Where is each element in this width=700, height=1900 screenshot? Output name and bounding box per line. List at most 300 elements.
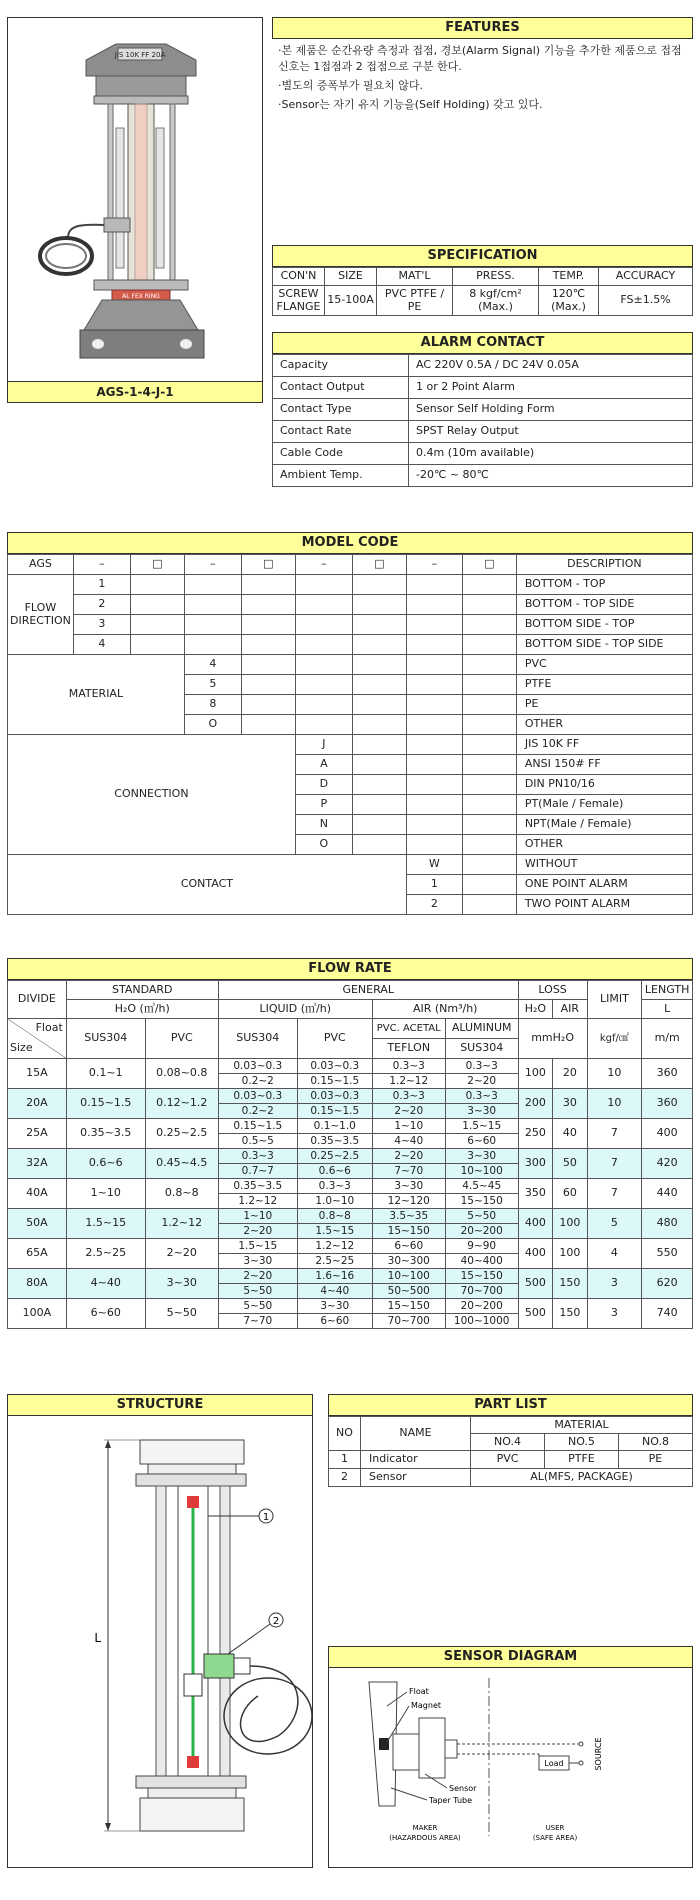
model-empty-cell — [352, 695, 406, 715]
model-empty-cell — [295, 575, 352, 595]
model-code-value: P — [295, 795, 352, 815]
model-description: ANSI 150# FF — [516, 755, 692, 775]
spec-header: SIZE — [325, 268, 377, 286]
model-header: □ — [241, 555, 295, 575]
model-empty-cell — [184, 575, 241, 595]
sensor-label: Sensor — [449, 1784, 477, 1793]
flow-std-sus: 1~10 — [66, 1179, 145, 1209]
flow-limit: 7 — [587, 1119, 642, 1149]
model-empty-cell — [462, 795, 516, 815]
model-empty-cell — [462, 755, 516, 775]
flowmeter-photo — [8, 18, 262, 378]
model-empty-cell — [462, 875, 516, 895]
flow-liq-pvc: 0.03~0.3 — [297, 1059, 372, 1074]
h-liquid: LIQUID (㎥/h) — [218, 1000, 372, 1019]
flow-limit: 10 — [587, 1059, 642, 1089]
callout-2: 2 — [272, 1616, 280, 1627]
flow-loss-air: 150 — [553, 1299, 587, 1329]
model-code-value: 2 — [406, 895, 462, 915]
h-air: AIR (Nm³/h) — [372, 1000, 518, 1019]
model-empty-cell — [406, 735, 462, 755]
flow-std-pvc: 0.25~2.5 — [145, 1119, 218, 1149]
flow-liq-sus: 0.03~0.3 — [218, 1059, 297, 1074]
model-empty-cell — [406, 715, 462, 735]
flow-loss-air: 150 — [553, 1269, 587, 1299]
model-empty-cell — [406, 835, 462, 855]
part-list-table — [328, 1416, 693, 1487]
flow-air-al: 2~20 — [445, 1074, 518, 1089]
feature-item: ·본 제품은 순간유량 측정과 접점, 경보(Alarm Signal) 기능을 추가한 제품으로 접점신호는 1접점과 2 접점으로 구분 한다. — [278, 44, 682, 73]
spec-header: PRESS. — [453, 268, 539, 286]
model-code-value: O — [295, 835, 352, 855]
sensor-diagram-drawing — [329, 1668, 692, 1866]
flow-air-pvc: 1~10 — [372, 1119, 445, 1134]
h-general: GENERAL — [218, 981, 518, 1000]
model-description: BOTTOM SIDE - TOP SIDE — [516, 635, 692, 655]
flow-air-pvc: 30~300 — [372, 1254, 445, 1269]
spec-value: 15-100A — [325, 286, 377, 316]
flow-std-sus: 4~40 — [66, 1269, 145, 1299]
model-description: BOTTOM SIDE - TOP — [516, 615, 692, 635]
flow-liq-sus: 0.3~3 — [218, 1149, 297, 1164]
maker-label: MAKER — [412, 1824, 438, 1832]
pl-h-material: MATERIAL — [471, 1417, 693, 1434]
flow-limit: 10 — [587, 1089, 642, 1119]
model-empty-cell — [184, 615, 241, 635]
model-empty-cell — [462, 575, 516, 595]
flow-length: 440 — [642, 1179, 693, 1209]
flow-loss-air: 60 — [553, 1179, 587, 1209]
flow-loss-air: 40 — [553, 1119, 587, 1149]
flow-length: 400 — [642, 1119, 693, 1149]
model-empty-cell — [352, 615, 406, 635]
model-empty-cell — [406, 615, 462, 635]
model-code-value: W — [406, 855, 462, 875]
flow-liq-sus: 0.7~7 — [218, 1164, 297, 1179]
flow-loss-h2o: 500 — [518, 1299, 552, 1329]
model-empty-cell — [406, 815, 462, 835]
model-empty-cell — [241, 695, 295, 715]
flow-liq-pvc: 0.1~1.0 — [297, 1119, 372, 1134]
flow-size: 80A — [8, 1269, 67, 1299]
flow-liq-sus: 1.5~15 — [218, 1239, 297, 1254]
model-empty-cell — [406, 575, 462, 595]
model-code-title: MODEL CODE — [7, 532, 693, 554]
features-title: FEATURES — [272, 17, 693, 39]
pl-no: 1 — [329, 1451, 361, 1469]
model-code-value: D — [295, 775, 352, 795]
alarm-label: Contact Output — [273, 377, 409, 399]
alarm-label: Capacity — [273, 355, 409, 377]
specification-table — [272, 267, 693, 316]
spec-header: TEMP. — [539, 268, 599, 286]
model-description: OTHER — [516, 835, 692, 855]
model-header: AGS — [8, 555, 74, 575]
flow-air-al: 70~700 — [445, 1284, 518, 1299]
flow-air-pvc: 1.2~12 — [372, 1074, 445, 1089]
alarm-value: 1 or 2 Point Alarm — [409, 377, 693, 399]
model-description: ONE POINT ALARM — [516, 875, 692, 895]
flow-air-pvc: 0.3~3 — [372, 1059, 445, 1074]
model-empty-cell — [406, 675, 462, 695]
flow-liq-pvc: 2.5~25 — [297, 1254, 372, 1269]
flow-std-pvc: 0.08~0.8 — [145, 1059, 218, 1089]
model-empty-cell — [241, 675, 295, 695]
flow-air-al: 4.5~45 — [445, 1179, 518, 1194]
magnet-label: Magnet — [411, 1701, 442, 1710]
model-empty-cell — [462, 635, 516, 655]
model-empty-cell — [406, 655, 462, 675]
h-teflon: TEFLON — [372, 1039, 445, 1059]
flow-liq-sus: 5~50 — [218, 1299, 297, 1314]
flow-liq-pvc: 1.6~16 — [297, 1269, 372, 1284]
model-empty-cell — [462, 715, 516, 735]
h-float: Float — [35, 1021, 63, 1034]
flow-loss-h2o: 100 — [518, 1059, 552, 1089]
model-empty-cell — [352, 675, 406, 695]
model-empty-cell — [352, 735, 406, 755]
model-empty-cell — [462, 595, 516, 615]
model-code-value: N — [295, 815, 352, 835]
dim-label: L — [94, 1631, 101, 1645]
flow-loss-h2o: 200 — [518, 1089, 552, 1119]
flow-liq-sus: 0.2~2 — [218, 1074, 297, 1089]
model-empty-cell — [241, 655, 295, 675]
flow-air-pvc: 70~700 — [372, 1314, 445, 1329]
flow-length: 480 — [642, 1209, 693, 1239]
flow-length: 420 — [642, 1149, 693, 1179]
flow-loss-h2o: 400 — [518, 1239, 552, 1269]
flow-length: 550 — [642, 1239, 693, 1269]
flow-air-al: 15~150 — [445, 1269, 518, 1284]
flow-std-pvc: 0.8~8 — [145, 1179, 218, 1209]
h-aluminum: ALUMINUM — [445, 1019, 518, 1039]
model-empty-cell — [352, 635, 406, 655]
pl-name: Sensor — [361, 1469, 471, 1487]
h-float-size — [8, 1019, 67, 1059]
flow-std-pvc: 0.12~1.2 — [145, 1089, 218, 1119]
model-empty-cell — [241, 615, 295, 635]
callout-1: 1 — [262, 1512, 270, 1523]
flow-length: 360 — [642, 1089, 693, 1119]
flow-liq-pvc: 0.15~1.5 — [297, 1104, 372, 1119]
model-header: □ — [130, 555, 184, 575]
h-mm: m/m — [642, 1019, 693, 1059]
model-empty-cell — [352, 775, 406, 795]
flow-limit: 3 — [587, 1269, 642, 1299]
h-pvc-acetal: PVC. ACETAL — [372, 1019, 445, 1039]
model-empty-cell — [352, 655, 406, 675]
flow-limit: 7 — [587, 1179, 642, 1209]
part-list-title: PART LIST — [328, 1394, 693, 1416]
flow-liq-pvc: 0.6~6 — [297, 1164, 372, 1179]
flow-std-pvc: 0.45~4.5 — [145, 1149, 218, 1179]
flow-air-pvc: 6~60 — [372, 1239, 445, 1254]
model-empty-cell — [130, 575, 184, 595]
flow-air-al: 20~200 — [445, 1224, 518, 1239]
model-empty-cell — [295, 635, 352, 655]
flow-length: 360 — [642, 1059, 693, 1089]
flow-limit: 4 — [587, 1239, 642, 1269]
model-empty-cell — [241, 635, 295, 655]
model-empty-cell — [352, 795, 406, 815]
h-l: L — [642, 1000, 693, 1019]
flow-air-al: 20~200 — [445, 1299, 518, 1314]
model-empty-cell — [462, 655, 516, 675]
pl-h-name: NAME — [361, 1417, 471, 1451]
model-empty-cell — [462, 855, 516, 875]
model-header: – — [73, 555, 130, 575]
ring-label: AL FEX RING — [122, 293, 160, 300]
flow-liq-pvc: 3~30 — [297, 1299, 372, 1314]
flow-loss-h2o: 250 — [518, 1119, 552, 1149]
flow-rate-title: FLOW RATE — [7, 958, 693, 980]
model-description: TWO POINT ALARM — [516, 895, 692, 915]
spec-value: FS±1.5% — [599, 286, 693, 316]
flow-size: 50A — [8, 1209, 67, 1239]
alarm-value: Sensor Self Holding Form — [409, 399, 693, 421]
model-empty-cell — [352, 595, 406, 615]
model-empty-cell — [295, 655, 352, 675]
model-empty-cell — [184, 595, 241, 615]
spec-header: MAT'L — [377, 268, 453, 286]
pl-h-no4: NO.4 — [471, 1434, 545, 1451]
product-photo-panel — [7, 17, 263, 400]
flow-air-pvc: 3~30 — [372, 1179, 445, 1194]
model-empty-cell — [462, 695, 516, 715]
flow-air-al: 100~1000 — [445, 1314, 518, 1329]
flow-air-pvc: 50~500 — [372, 1284, 445, 1299]
alarm-contact-table — [272, 354, 693, 487]
model-description: BOTTOM - TOP — [516, 575, 692, 595]
pl-m4: PVC — [471, 1451, 545, 1469]
source-label: SOURCE — [594, 1737, 603, 1771]
model-description: BOTTOM - TOP SIDE — [516, 595, 692, 615]
specification-title: SPECIFICATION — [272, 245, 693, 267]
model-description: WITHOUT — [516, 855, 692, 875]
flow-air-pvc: 12~120 — [372, 1194, 445, 1209]
model-code-value: J — [295, 735, 352, 755]
model-code-value: 4 — [184, 655, 241, 675]
specification-section — [272, 245, 693, 316]
flow-liq-sus: 0.2~2 — [218, 1104, 297, 1119]
model-empty-cell — [130, 615, 184, 635]
model-empty-cell — [295, 695, 352, 715]
flow-loss-h2o: 350 — [518, 1179, 552, 1209]
flow-liq-pvc: 0.35~3.5 — [297, 1134, 372, 1149]
flow-std-sus: 6~60 — [66, 1299, 145, 1329]
model-code-table — [7, 554, 693, 915]
flow-rate-table — [7, 980, 693, 1329]
flow-liq-sus: 3~30 — [218, 1254, 297, 1269]
flow-length: 620 — [642, 1269, 693, 1299]
model-empty-cell — [406, 775, 462, 795]
model-empty-cell — [184, 635, 241, 655]
model-empty-cell — [352, 755, 406, 775]
model-empty-cell — [352, 575, 406, 595]
flow-liq-sus: 7~70 — [218, 1314, 297, 1329]
model-empty-cell — [295, 615, 352, 635]
model-empty-cell — [352, 715, 406, 735]
flow-air-al: 40~400 — [445, 1254, 518, 1269]
nameplate-text: JIS 10K FF 20A — [114, 51, 166, 59]
model-empty-cell — [295, 595, 352, 615]
model-empty-cell — [406, 795, 462, 815]
sensor-diagram-title: SENSOR DIAGRAM — [328, 1646, 693, 1668]
flow-limit: 7 — [587, 1149, 642, 1179]
model-code-value: 5 — [184, 675, 241, 695]
model-empty-cell — [241, 595, 295, 615]
model-description: JIS 10K FF — [516, 735, 692, 755]
model-empty-cell — [462, 835, 516, 855]
flow-loss-air: 30 — [553, 1089, 587, 1119]
sensor-diagram-section — [328, 1646, 693, 1868]
flow-std-sus: 0.35~3.5 — [66, 1119, 145, 1149]
model-empty-cell — [130, 595, 184, 615]
model-code-section — [7, 532, 693, 915]
flow-size: 65A — [8, 1239, 67, 1269]
alarm-value: -20℃ ~ 80℃ — [409, 465, 693, 487]
structure-drawing — [8, 1416, 312, 1864]
flow-liq-pvc: 0.8~8 — [297, 1209, 372, 1224]
model-header: – — [406, 555, 462, 575]
flow-std-pvc: 2~20 — [145, 1239, 218, 1269]
model-empty-cell — [406, 635, 462, 655]
alarm-value: 0.4m (10m available) — [409, 443, 693, 465]
model-code-value: 1 — [406, 875, 462, 895]
model-group-label: CONTACT — [8, 855, 407, 915]
h-limit: LIMIT — [587, 981, 642, 1019]
flow-liq-sus: 0.5~5 — [218, 1134, 297, 1149]
spec-value: PVC PTFE / PE — [377, 286, 453, 316]
flow-liq-pvc: 0.15~1.5 — [297, 1074, 372, 1089]
h-std-pvc: PVC — [145, 1019, 218, 1059]
model-description: PT(Male / Female) — [516, 795, 692, 815]
flow-rate-section — [7, 958, 693, 1329]
model-empty-cell — [462, 675, 516, 695]
flow-std-sus: 1.5~15 — [66, 1209, 145, 1239]
pl-m5: PTFE — [544, 1451, 618, 1469]
model-empty-cell — [130, 635, 184, 655]
model-empty-cell — [295, 675, 352, 695]
float-label: Float — [409, 1687, 429, 1696]
spec-value: 120℃ (Max.) — [539, 286, 599, 316]
h-mmh2o: mmH₂O — [518, 1019, 587, 1059]
h-divide: DIVIDE — [8, 981, 67, 1019]
structure-title: STRUCTURE — [7, 1394, 313, 1416]
flow-std-sus: 0.6~6 — [66, 1149, 145, 1179]
flow-loss-air: 20 — [553, 1059, 587, 1089]
model-empty-cell — [295, 715, 352, 735]
flow-air-pvc: 7~70 — [372, 1164, 445, 1179]
structure-section — [7, 1394, 313, 1868]
flow-air-pvc: 15~150 — [372, 1224, 445, 1239]
flow-size: 32A — [8, 1149, 67, 1179]
spec-header: CON'N — [273, 268, 325, 286]
flow-size: 40A — [8, 1179, 67, 1209]
part-list-section — [328, 1394, 693, 1487]
flow-air-al: 5~50 — [445, 1209, 518, 1224]
product-caption: AGS-1-4-J-1 — [7, 381, 263, 403]
h-liq-pvc: PVC — [297, 1019, 372, 1059]
flow-liq-pvc: 1.2~12 — [297, 1239, 372, 1254]
flow-air-pvc: 3.5~35 — [372, 1209, 445, 1224]
model-code-value: 2 — [73, 595, 130, 615]
model-empty-cell — [352, 815, 406, 835]
flow-std-sus: 0.15~1.5 — [66, 1089, 145, 1119]
model-description: PE — [516, 695, 692, 715]
h-sus304b: SUS304 — [445, 1039, 518, 1059]
flow-air-al: 15~150 — [445, 1194, 518, 1209]
flow-air-pvc: 4~40 — [372, 1134, 445, 1149]
alarm-label: Contact Rate — [273, 421, 409, 443]
pl-m8: PE — [618, 1451, 692, 1469]
flow-loss-air: 100 — [553, 1239, 587, 1269]
model-empty-cell — [462, 615, 516, 635]
flow-std-pvc: 5~50 — [145, 1299, 218, 1329]
model-header: – — [295, 555, 352, 575]
pl-no: 2 — [329, 1469, 361, 1487]
spec-header: ACCURACY — [599, 268, 693, 286]
h-kgf: kgf/㎠ — [587, 1019, 642, 1059]
flow-air-al: 10~100 — [445, 1164, 518, 1179]
flow-liq-sus: 0.35~3.5 — [218, 1179, 297, 1194]
model-code-value: 1 — [73, 575, 130, 595]
h-loss-h2o: H₂O — [518, 1000, 552, 1019]
h-std-sus: SUS304 — [66, 1019, 145, 1059]
alarm-label: Contact Type — [273, 399, 409, 421]
flow-air-al: 3~30 — [445, 1149, 518, 1164]
flow-limit: 5 — [587, 1209, 642, 1239]
model-empty-cell — [406, 695, 462, 715]
model-header: □ — [352, 555, 406, 575]
flow-size: 25A — [8, 1119, 67, 1149]
model-group-label: MATERIAL — [8, 655, 185, 735]
load-label: Load — [544, 1759, 564, 1768]
model-header: □ — [462, 555, 516, 575]
alarm-value: AC 220V 0.5A / DC 24V 0.05A — [409, 355, 693, 377]
features-section — [272, 17, 693, 113]
flow-liq-sus: 2~20 — [218, 1269, 297, 1284]
user-label: USER — [545, 1824, 565, 1832]
flow-air-al: 0.3~3 — [445, 1089, 518, 1104]
flow-liq-sus: 5~50 — [218, 1284, 297, 1299]
h-standard: STANDARD — [66, 981, 218, 1000]
flow-liq-pvc: 0.03~0.3 — [297, 1089, 372, 1104]
h-size: Size — [10, 1041, 33, 1055]
flow-liq-pvc: 4~40 — [297, 1284, 372, 1299]
h-loss-air: AIR — [553, 1000, 587, 1019]
flow-std-pvc: 1.2~12 — [145, 1209, 218, 1239]
safe-label: (SAFE AREA) — [532, 1834, 578, 1842]
pl-h-no5: NO.5 — [544, 1434, 618, 1451]
flow-liq-pvc: 6~60 — [297, 1314, 372, 1329]
flow-std-pvc: 3~30 — [145, 1269, 218, 1299]
flow-size: 100A — [8, 1299, 67, 1329]
flow-size: 15A — [8, 1059, 67, 1089]
flow-liq-pvc: 0.3~3 — [297, 1179, 372, 1194]
flow-air-al: 0.3~3 — [445, 1059, 518, 1074]
model-empty-cell — [352, 835, 406, 855]
flow-air-pvc: 10~100 — [372, 1269, 445, 1284]
flow-liq-sus: 0.03~0.3 — [218, 1089, 297, 1104]
pl-h-no8: NO.8 — [618, 1434, 692, 1451]
alarm-contact-section — [272, 332, 693, 487]
flow-air-al: 6~60 — [445, 1134, 518, 1149]
flow-length: 740 — [642, 1299, 693, 1329]
flow-limit: 3 — [587, 1299, 642, 1329]
pl-name: Indicator — [361, 1451, 471, 1469]
